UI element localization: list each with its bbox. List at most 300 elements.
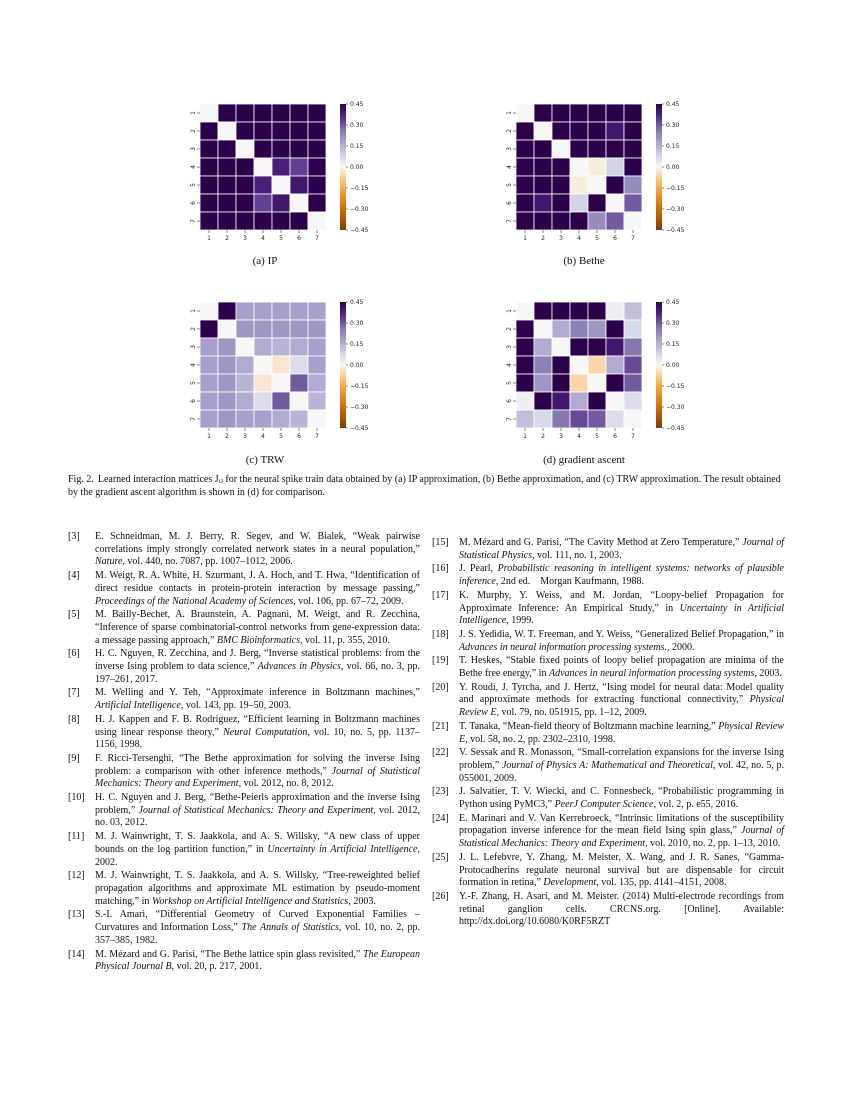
x-tick-label: 6 — [613, 433, 617, 440]
reference-text: , vol. 20, p. 217, 2001. — [171, 961, 262, 973]
heatmap-cell — [308, 320, 326, 338]
y-tick-label: 6 — [190, 201, 197, 205]
reference-text: , 2003. — [754, 668, 782, 680]
reference-text: , vol. 11, p. 355, 2010. — [299, 634, 390, 646]
heatmap-cell — [534, 410, 552, 428]
reference-venue: PeerJ Computer Science — [554, 799, 654, 811]
reference-number: [6] — [68, 648, 80, 660]
x-tick-label: 1 — [523, 235, 527, 242]
heatmap-cell — [516, 140, 534, 158]
x-tick-label: 7 — [315, 235, 319, 242]
reference-venue: Advances in neural information processing systems — [548, 668, 755, 680]
y-tick-label: 5 — [506, 183, 513, 187]
reference-venue: Advances in neural information processing systems. — [459, 641, 667, 653]
heatmap-cell — [236, 158, 254, 176]
reference-text: J. Pearl, — [459, 563, 498, 575]
reference-text: , 2003. — [348, 895, 376, 907]
subcaption-d: (d) gradient ascent — [543, 454, 625, 466]
heatmap-cell — [624, 176, 642, 194]
heatmap-cell — [606, 104, 624, 122]
heatmap-cell — [308, 338, 326, 356]
figure-label: Fig. 2. — [68, 474, 94, 485]
heatmap-cell — [290, 338, 308, 356]
heatmap-cell — [308, 356, 326, 374]
heatmap-cell — [552, 392, 570, 410]
heatmap-cell — [218, 212, 236, 230]
reference-venue: The Annals of Statistics — [241, 922, 339, 934]
reference-number: [15] — [432, 537, 449, 548]
heatmap-cell — [308, 212, 326, 230]
x-tick-label: 4 — [577, 433, 581, 440]
reference-number: [10] — [68, 792, 85, 804]
reference-item — [432, 629, 784, 654]
heatmap-cell — [200, 392, 218, 410]
y-tick-label: 5 — [190, 183, 197, 187]
heatmap-cell — [236, 410, 254, 428]
heatmap-cell — [552, 176, 570, 194]
y-tick-label: 7 — [190, 417, 197, 421]
heatmap-cell — [624, 410, 642, 428]
x-tick-label: 3 — [243, 433, 247, 440]
heatmap-cell — [606, 338, 624, 356]
heatmap-cell — [200, 140, 218, 158]
reference-text: H. C. Nguyen and J. Berg, “Bethe-Peierls approximation and the inverse Ising problem,” — [95, 792, 420, 816]
reference-item — [432, 655, 784, 680]
reference-text: , 2002. — [95, 843, 420, 868]
heatmap-cell — [606, 140, 624, 158]
reference-text: K. Murphy, Y. Weiss, and M. Jordan, “Loopy-belief Propagation for Approximate Inference: An Empirical Study,” in — [459, 589, 784, 614]
heatmap-cell — [588, 302, 606, 320]
x-tick-label: 7 — [315, 433, 319, 440]
heatmap-cell — [588, 320, 606, 338]
heatmap-cell — [534, 320, 552, 338]
colorbar-tick-label: −0.30 — [666, 404, 685, 411]
heatmap-cell — [200, 158, 218, 176]
y-tick-label: 5 — [190, 381, 197, 385]
colorbar — [340, 302, 346, 428]
y-tick-label: 3 — [190, 345, 197, 349]
heatmap-cell — [308, 122, 326, 140]
heatmap-cell — [290, 176, 308, 194]
reference-item — [432, 786, 784, 811]
colorbar-tick-label: 0.15 — [666, 143, 680, 150]
reference-text: M. Mézard and G. Parisi, “The Cavity Method at Zero Temperature,” — [459, 537, 743, 548]
heatmap-cell — [534, 122, 552, 140]
colorbar-tick-label: 0.15 — [666, 341, 680, 348]
heatmap-cell — [308, 140, 326, 158]
y-tick-label: 2 — [506, 129, 513, 133]
y-tick-label: 3 — [506, 147, 513, 151]
x-tick-label: 4 — [261, 433, 265, 440]
heatmap-cell — [254, 194, 272, 212]
heatmap-cell — [552, 302, 570, 320]
reference-venue: Advances in Physics — [257, 661, 341, 673]
colorbar-tick-label: 0.00 — [350, 362, 364, 369]
heatmap-cell — [308, 374, 326, 392]
colorbar — [340, 104, 346, 230]
heatmap-cell — [218, 194, 236, 212]
colorbar-tick-label: 0.45 — [666, 299, 680, 306]
reference-text: , vol. 66, no. 3, pp. 197–261, 2017. — [95, 661, 421, 685]
colorbar-tick-label: −0.30 — [350, 206, 369, 213]
reference-venue: Artificial Intelligence — [95, 700, 181, 712]
reference-text: , vol. 106, pp. 67–72, 2009. — [293, 595, 404, 607]
reference-item — [432, 537, 784, 562]
heatmap-cell — [308, 392, 326, 410]
x-tick-label: 6 — [297, 235, 301, 242]
y-tick-label: 7 — [506, 219, 513, 223]
x-tick-label: 7 — [631, 433, 635, 440]
heatmap-cell — [308, 302, 326, 320]
heatmap-cell — [236, 356, 254, 374]
reference-number: [25] — [432, 851, 449, 863]
heatmap-cell — [534, 374, 552, 392]
reference-number: [22] — [432, 747, 449, 759]
y-tick-label: 2 — [506, 327, 513, 331]
heatmap-cell — [290, 122, 308, 140]
x-tick-label: 1 — [523, 433, 527, 440]
heatmap-cell — [534, 212, 552, 230]
colorbar-tick-label: 0.45 — [350, 299, 364, 306]
heatmap-cell — [570, 410, 588, 428]
reference-item — [68, 609, 420, 647]
x-tick-label: 6 — [297, 433, 301, 440]
y-tick-label: 1 — [190, 309, 197, 313]
heatmap-panel-gradient-ascent — [506, 296, 846, 456]
y-tick-label: 6 — [190, 399, 197, 403]
reference-venue: Journal of Statistical Physics — [459, 537, 784, 561]
heatmap-cell — [254, 176, 272, 194]
heatmap-cell — [552, 104, 570, 122]
heatmap-cell — [606, 122, 624, 140]
heatmap-cell — [254, 302, 272, 320]
reference-venue: Journal of Statistical Mechanics: Theory and Experiment — [459, 825, 784, 850]
heatmap-cell — [218, 338, 236, 356]
heatmap-cell — [218, 320, 236, 338]
figure-caption-text: Learned interaction matrices Jᵢⱼ for the neural spike train data obtained by (a) IP approximation, (b) Bethe approximation, and (c) TRW approximation. The result obtained by the gradient ascent algorithm is shown in (d) for comparison. — [68, 474, 781, 498]
reference-text: M. Bailly-Bechet, A. Braunstein, A. Pagnani, M. Weigt, and R. Zecchina, “Inference of sparse combinatorial-control networks from gene-expression data: a message passing approach,” — [95, 609, 420, 646]
reference-venue: Uncertainty in Artificial Intelligence — [459, 602, 784, 627]
heatmap-cell — [570, 374, 588, 392]
heatmap-cell — [290, 374, 308, 392]
x-tick-label: 1 — [207, 433, 211, 440]
reference-venue: Journal of Physics A: Mathematical and Theoretical — [501, 759, 713, 771]
heatmap-cell — [588, 194, 606, 212]
heatmap-cell — [218, 410, 236, 428]
heatmap-cell — [218, 158, 236, 176]
x-tick-label: 5 — [279, 433, 283, 440]
heatmap-cell — [588, 104, 606, 122]
reference-text: , vol. 440, no. 7087, pp. 1007–1012, 2006. — [122, 556, 293, 568]
y-tick-label: 6 — [506, 201, 513, 205]
heatmap-cell — [552, 410, 570, 428]
heatmap-cell — [606, 410, 624, 428]
heatmap-cell — [534, 140, 552, 158]
y-tick-label: 2 — [190, 327, 197, 331]
figure-caption — [68, 473, 788, 499]
heatmap-cell — [254, 410, 272, 428]
reference-number: [21] — [432, 720, 449, 732]
reference-item — [68, 714, 420, 752]
reference-text: E. Schneidman, M. J. Berry, R. Segev, and W. Bialek, “Weak pairwise correlations imply strongly correlated network states in a neural population,” — [95, 531, 420, 555]
heatmap-cell — [624, 194, 642, 212]
reference-number: [5] — [68, 609, 80, 621]
colorbar-tick-label: 0.15 — [350, 143, 364, 150]
heatmap-cell — [624, 392, 642, 410]
heatmap-cell — [272, 338, 290, 356]
colorbar-tick-label: 0.30 — [666, 122, 680, 129]
heatmap-cell — [218, 374, 236, 392]
heatmap-cell — [516, 176, 534, 194]
reference-item — [432, 682, 784, 720]
heatmap-cell — [606, 176, 624, 194]
reference-text: M. Welling and Y. Teh, “Approximate inference in Boltzmann machines,” — [95, 687, 420, 699]
heatmap-cell — [570, 140, 588, 158]
colorbar-tick-label: 0.00 — [666, 164, 680, 171]
heatmap-cell — [272, 140, 290, 158]
reference-item — [68, 570, 420, 608]
reference-item — [432, 891, 784, 929]
reference-number: [4] — [68, 570, 80, 582]
heatmap-cell — [290, 392, 308, 410]
heatmap-cell — [624, 320, 642, 338]
reference-text: Y. Roudi, J. Tyrcha, and J. Hertz, “Ising model for neural data: Model quality and approximate methods for extracting functional connectivity,” — [459, 681, 784, 706]
heatmap-panel-trw — [190, 296, 530, 456]
heatmap-cell — [606, 320, 624, 338]
heatmap-cell — [606, 356, 624, 374]
heatmap-cell — [570, 194, 588, 212]
heatmap-cell — [254, 374, 272, 392]
x-tick-label: 3 — [243, 235, 247, 242]
reference-text: , vol. 79, no. 051915, pp. 1–12, 2009. — [496, 707, 647, 719]
heatmap-cell — [200, 302, 218, 320]
heatmap-cell — [290, 302, 308, 320]
heatmap-cell — [290, 194, 308, 212]
reference-number: [11] — [68, 831, 85, 843]
reference-number: [18] — [432, 628, 449, 640]
reference-number: [13] — [68, 909, 85, 921]
reference-text: J. Salvatier, T. V. Wiecki, and C. Fonnesbeck, “Probabilistic programming in Python using PyMC3,” — [459, 786, 784, 811]
heatmap-cell — [588, 140, 606, 158]
heatmap-cell — [200, 320, 218, 338]
heatmap-cell — [588, 410, 606, 428]
heatmap-cell — [588, 338, 606, 356]
reference-item — [68, 531, 420, 569]
heatmap-cell — [218, 392, 236, 410]
heatmap-cell — [534, 302, 552, 320]
heatmap-cell — [534, 392, 552, 410]
reference-number: [3] — [68, 531, 80, 542]
colorbar-tick-label: 0.45 — [666, 101, 680, 108]
reference-number: [12] — [68, 870, 85, 882]
reference-item — [68, 648, 420, 686]
reference-number: [23] — [432, 786, 449, 798]
reference-number: [26] — [432, 890, 449, 902]
reference-text: , vol. 2012, no. 03, 2012. — [95, 804, 421, 829]
x-tick-label: 5 — [595, 433, 599, 440]
reference-venue: The European Physical Journal B — [95, 948, 420, 973]
heatmap-cell — [534, 158, 552, 176]
heatmap-cell — [552, 212, 570, 230]
heatmap-cell — [570, 212, 588, 230]
colorbar-tick-label: −0.45 — [666, 227, 685, 234]
heatmap-cell — [236, 194, 254, 212]
heatmap-trw-svg — [190, 296, 530, 456]
reference-number: [17] — [432, 589, 449, 601]
heatmap-cell — [534, 338, 552, 356]
heatmap-cell — [534, 176, 552, 194]
heatmap-cell — [570, 338, 588, 356]
heatmap-ip-svg — [190, 98, 530, 258]
x-tick-label: 2 — [225, 433, 229, 440]
y-tick-label: 4 — [506, 363, 513, 367]
heatmap-cell — [200, 374, 218, 392]
heatmap-cell — [606, 392, 624, 410]
heatmap-cell — [236, 176, 254, 194]
heatmap-panel-ip — [190, 98, 530, 258]
heatmap-cell — [552, 194, 570, 212]
reference-item — [68, 909, 420, 947]
heatmap-cell — [200, 410, 218, 428]
heatmap-cell — [552, 338, 570, 356]
heatmap-cell — [218, 356, 236, 374]
heatmap-cell — [308, 410, 326, 428]
heatmap-cell — [308, 158, 326, 176]
reference-venue: Development — [543, 877, 597, 889]
x-tick-label: 2 — [541, 235, 545, 242]
reference-venue: Neural Computation — [223, 726, 308, 738]
heatmap-bethe-svg — [506, 98, 846, 258]
heatmap-cell — [552, 320, 570, 338]
y-tick-label: 4 — [190, 363, 197, 367]
heatmap-cell — [272, 176, 290, 194]
reference-item — [68, 870, 420, 908]
y-tick-label: 1 — [190, 111, 197, 115]
x-tick-label: 1 — [207, 235, 211, 242]
colorbar-tick-label: 0.45 — [350, 101, 364, 108]
reference-text: , vol. 58, no. 2, pp. 2302–2310, 1998. — [465, 733, 616, 745]
reference-item — [432, 813, 784, 851]
heatmap-cell — [200, 122, 218, 140]
colorbar-tick-label: −0.15 — [666, 185, 685, 192]
reference-venue: BMC Bioinformatics — [216, 634, 300, 646]
y-tick-label: 1 — [506, 111, 513, 115]
reference-number: [19] — [432, 655, 449, 667]
x-tick-label: 3 — [559, 235, 563, 242]
reference-text: S.-I. Amari, “Differential Geometry of Curved Exponential Families – Curvatures and Information Loss,” — [95, 909, 420, 934]
heatmap-cell — [218, 302, 236, 320]
heatmap-cell — [516, 212, 534, 230]
colorbar-tick-label: 0.30 — [666, 320, 680, 327]
colorbar-tick-label: 0.15 — [350, 341, 364, 348]
heatmap-cell — [570, 356, 588, 374]
x-tick-label: 3 — [559, 433, 563, 440]
reference-venue: Journal of Statistical Mechanics: Theory and Experiment — [95, 765, 421, 790]
heatmap-cell — [290, 158, 308, 176]
reference-text: T. Tanaka, “Mean-field theory of Boltzmann machine learning,” — [459, 720, 719, 732]
heatmap-cell — [200, 194, 218, 212]
reference-text: J. S. Yedidia, W. T. Freeman, and Y. Weiss, “Generalized Belief Propagation,” in — [459, 628, 784, 640]
heatmap-cell — [290, 140, 308, 158]
reference-venue: Journal of Statistical Mechanics: Theory and Experiment — [138, 804, 374, 816]
heatmap-cell — [272, 374, 290, 392]
heatmap-cell — [308, 194, 326, 212]
reference-text: H. C. Nguyen, R. Zecchina, and J. Berg, “Inverse statistical problems: from the inverse Ising problem to data science,” — [95, 648, 420, 673]
reference-text: , vol. 2, p. e55, 2016. — [653, 799, 739, 811]
reference-item — [432, 721, 784, 746]
heatmap-cell — [624, 338, 642, 356]
heatmap-cell — [254, 158, 272, 176]
heatmap-cell — [534, 194, 552, 212]
reference-text: T. Heskes, “Stable fixed points of loopy belief propagation are minima of the Bethe free energy,” in — [459, 655, 784, 680]
colorbar-tick-label: −0.15 — [350, 383, 369, 390]
heatmap-cell — [516, 392, 534, 410]
subcaption-c: (c) TRW — [245, 454, 285, 466]
colorbar — [656, 302, 662, 428]
heatmap-cell — [552, 374, 570, 392]
heatmap-cell — [552, 122, 570, 140]
reference-number: [24] — [432, 812, 449, 824]
heatmap-cell — [290, 356, 308, 374]
heatmap-cell — [570, 104, 588, 122]
reference-venue: Uncertainty in Artificial Intelligence — [267, 843, 418, 855]
heatmap-cell — [254, 212, 272, 230]
subcaption-b: (b) Bethe — [563, 255, 605, 267]
x-tick-label: 4 — [261, 235, 265, 242]
heatmap-cell — [570, 320, 588, 338]
reference-text: Y.-F. Zhang, H. Asari, and M. Meister. (2014) Multi-electrode recordings from retinal ganglion cells. CRCNS.org. [Online]. Available: http://dx.doi.org/10.6080/K0RF5RZT — [459, 890, 784, 928]
heatmap-cell — [272, 302, 290, 320]
y-tick-label: 2 — [190, 129, 197, 133]
colorbar-tick-label: 0.30 — [350, 122, 364, 129]
reference-text: F. Ricci-Tersenghi, “The Bethe approximation for solving the inverse Ising problem: a comparison with other inference methods,” — [95, 752, 420, 777]
heatmap-cell — [290, 320, 308, 338]
heatmap-cell — [272, 212, 290, 230]
colorbar-tick-label: −0.30 — [666, 206, 685, 213]
reference-number: [14] — [68, 948, 85, 960]
heatmap-cell — [624, 140, 642, 158]
heatmap-cell — [218, 176, 236, 194]
heatmap-cell — [624, 158, 642, 176]
reference-item — [432, 852, 784, 890]
x-tick-label: 4 — [577, 235, 581, 242]
reference-venue: Physical Review E — [459, 720, 785, 745]
heatmap-cell — [606, 158, 624, 176]
reference-item — [68, 831, 420, 869]
heatmap-cell — [254, 122, 272, 140]
reference-venue: Proceedings of the National Academy of Sciences — [95, 595, 294, 607]
heatmap-cell — [552, 140, 570, 158]
reference-text: , vol. 111, no. 1, 2003. — [532, 549, 622, 561]
heatmap-cell — [534, 104, 552, 122]
heatmap-cell — [624, 302, 642, 320]
y-tick-label: 4 — [506, 165, 513, 169]
reference-text: J. L. Lefebvre, Y. Zhang, M. Meister, X. Wang, and J. R. Sanes, “Gamma-Protocadherins regulate neuronal survival but are dispensable for circuit formation in retina,” — [459, 851, 784, 889]
heatmap-cell — [606, 194, 624, 212]
colorbar-tick-label: 0.30 — [350, 320, 364, 327]
reference-number: [7] — [68, 687, 80, 699]
reference-text: M. Mézard and G. Parisi, “The Bethe lattice spin glass revisited,” — [95, 948, 364, 960]
x-tick-label: 2 — [225, 235, 229, 242]
heatmap-gradient-ascent-svg — [506, 296, 846, 456]
heatmap-cell — [254, 320, 272, 338]
reference-venue: Nature — [95, 556, 123, 568]
colorbar-tick-label: −0.45 — [666, 425, 685, 432]
heatmap-cell — [588, 392, 606, 410]
reference-text: , vol. 2012, no. 8, 2012. — [238, 778, 334, 790]
heatmap-cell — [254, 104, 272, 122]
heatmap-cell — [290, 104, 308, 122]
